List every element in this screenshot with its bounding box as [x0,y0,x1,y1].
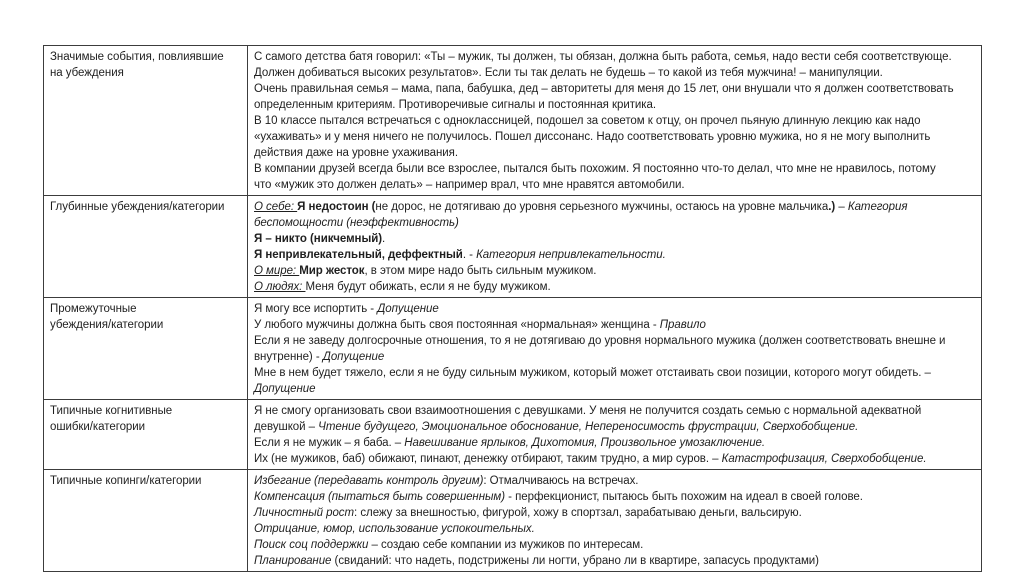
text-segment: – создаю себе компании из мужиков по интересам. [368,539,644,551]
text-line [254,349,975,365]
table-row-significant-events [44,46,982,196]
row-label-line: Промежуточные [50,303,137,315]
text-line [254,113,975,129]
text-segment: В компании друзей всегда были все взрослее, пытался быть похожим. Я постоянно что-то делал, что мне не нравилось, потому [254,163,936,175]
text-segment: - перфекционист, пытаюсь быть похожим на идеал в своей голове. [505,491,863,503]
text-line [254,521,975,537]
text-segment: (свиданий: что надеть, подстрижены ли ногти, убрано ли в квартире, запасусь продуктами) [331,555,819,567]
text-segment: Допущение [254,383,316,395]
text-segment: Катастрофизация, Сверхобобщение. [721,453,927,465]
row-label-line: Значимые события, повлиявшие [50,51,224,63]
text-line [254,505,975,521]
text-segment: Я могу все испортить - [254,303,378,315]
row-label-cell [44,470,248,572]
text-segment: О мире: [254,265,300,277]
row-label-line: на убеждения [50,67,124,79]
text-segment: Если я не мужик – я баба. – [254,437,405,449]
text-segment: Я непривлекательный, деффектный [254,249,463,261]
text-line [254,489,975,505]
text-segment: Допущение [377,303,439,315]
text-segment: Избегание (передавать контроль другим) [254,475,484,487]
text-line [254,553,975,569]
text-line [254,145,975,161]
document-page [43,45,982,572]
text-segment: не дорос, не дотягиваю до уровня серьезного мужчины, остаюсь на уровне мальчика [375,201,829,213]
row-content-cell [248,196,982,298]
text-line [254,451,975,467]
text-segment: Я – никто (никчемный) [254,233,383,245]
text-segment: – [835,201,848,213]
text-segment: Мне в нем будет тяжело, если я не буду сильным мужиком, который может отстаивать свои позиции, которого могут обидеть. – [254,367,931,379]
text-segment: Я недостоин ( [297,201,376,213]
text-segment: Отрицание, юмор, использование успокоительных. [254,523,535,535]
row-label-cell [44,298,248,400]
text-line [254,263,975,279]
text-segment: беспомощности (неэффективность) [254,217,459,229]
text-segment: Навешивание ярлыков, Дихотомия, Произвольное умозаключение. [404,437,766,449]
row-content-cell [248,400,982,470]
text-segment: Категория непривлекательности. [476,249,666,261]
text-segment: : Отмалчиваюсь на встречах. [483,475,639,487]
text-line [254,333,975,349]
text-segment: Очень правильная семья – мама, папа, бабушка, дед – авторитеты для меня до 15 лет, они внушали что я должен соответствовать [254,83,954,95]
text-segment: определенным критериям. Противоречивые сигналы и постоянная критика. [254,99,657,111]
text-segment: Поиск соц поддержки [254,539,369,551]
text-line [254,161,975,177]
text-line [254,231,975,247]
text-line [254,247,975,263]
table-row-intermediate-beliefs [44,298,982,400]
text-line [254,97,975,113]
text-segment: У любого мужчины должна быть своя постоянная «нормальная» женщина - [254,319,660,331]
text-line [254,215,975,231]
text-line [254,49,975,65]
row-content-cell [248,46,982,196]
text-line [254,199,975,215]
text-segment: Мир жесток [299,265,365,277]
text-segment: . - [462,249,477,261]
text-segment: Если я не заведу долгосрочные отношения, то я не дотягиваю до уровня нормального мужика (должен соответствовать внешне и [254,335,946,347]
text-line [254,301,975,317]
text-segment: внутренне) - [254,351,323,363]
row-label-line: Глубинные убеждения/категории [50,201,225,213]
row-label-cell [44,196,248,298]
text-line [254,81,975,97]
text-segment: Я не смогу организовать свои взаимоотношения с девушками. У меня не получится создать семью с нормальной адекватной [254,405,922,417]
text-line [254,537,975,553]
text-line [254,381,975,397]
text-segment: Категория [847,201,908,213]
row-label-line: ошибки/категории [50,421,146,433]
text-segment: Чтение будущего, Эмоциональное обоснование, Непереносимость фрустрации, Сверхобобщение. [318,421,859,433]
text-segment: О себе: [254,201,298,213]
row-label-line: убеждения/категории [50,319,164,331]
text-segment: О людях: [254,281,306,293]
row-content-cell [248,470,982,572]
text-line [254,419,975,435]
text-segment: Правило [659,319,706,331]
text-segment: . [382,233,386,245]
text-line [254,435,975,451]
table-row-copings [44,470,982,572]
text-line [254,279,975,295]
row-content-cell [248,298,982,400]
text-segment: В 10 классе пытался встречаться с одноклассницей, подошел за советом к отцу, он прочел пьяную длинную лекцию как надо [254,115,921,127]
text-line [254,365,975,381]
text-line [254,403,975,419]
text-segment: Личностный рост [254,507,355,519]
text-segment: С самого детства батя говорил: «Ты – мужик, ты должен, ты обязан, должна быть работа, семья, надо вести себя соответствующе. [254,51,952,63]
text-segment: Меня будут обижать, если я не буду мужиком. [305,281,551,293]
text-segment: .) [828,201,836,213]
text-line [254,177,975,193]
text-segment: Допущение [322,351,385,363]
text-segment: Их (не мужиков, баб) обижают, пинают, денежку отбирают, таким трудно, а мир суров. – [254,453,722,465]
table-row-cognitive-errors [44,400,982,470]
case-conceptualization-table [43,45,982,572]
text-segment: Должен добиваться высоких результатов». Если ты так делать не будешь – то какой из тебя мужчина! – манипуляции. [254,67,883,79]
text-segment: что «мужик это должен делать» – например врал, что мне нравятся автомобили. [254,179,685,191]
table-row-core-beliefs [44,196,982,298]
row-label-cell [44,46,248,196]
text-segment: Компенсация (пытаться быть совершенным) [254,491,506,503]
row-label-line: Типичные когнитивные [50,405,173,417]
text-segment: : слежу за внешностью, фигурой, хожу в спортзал, зарабатываю деньги, вальсирую. [354,507,802,519]
text-segment: Планирование [254,555,332,567]
row-label-line: Типичные копинги/категории [50,475,202,487]
text-line [254,317,975,333]
text-segment: девушкой – [254,421,319,433]
row-label-cell [44,400,248,470]
text-segment: «ухаживать» и у меня ничего не получилось. Пошел диссонанс. Надо соответствовать уровню мужика, но я не могу выполнить [254,131,931,143]
text-line [254,129,975,145]
text-segment: действия даже на уровне ухаживания. [254,147,459,159]
case-table-body [44,46,982,572]
text-segment: , в этом мире надо быть сильным мужиком. [364,265,597,277]
text-line [254,473,975,489]
text-line [254,65,975,81]
